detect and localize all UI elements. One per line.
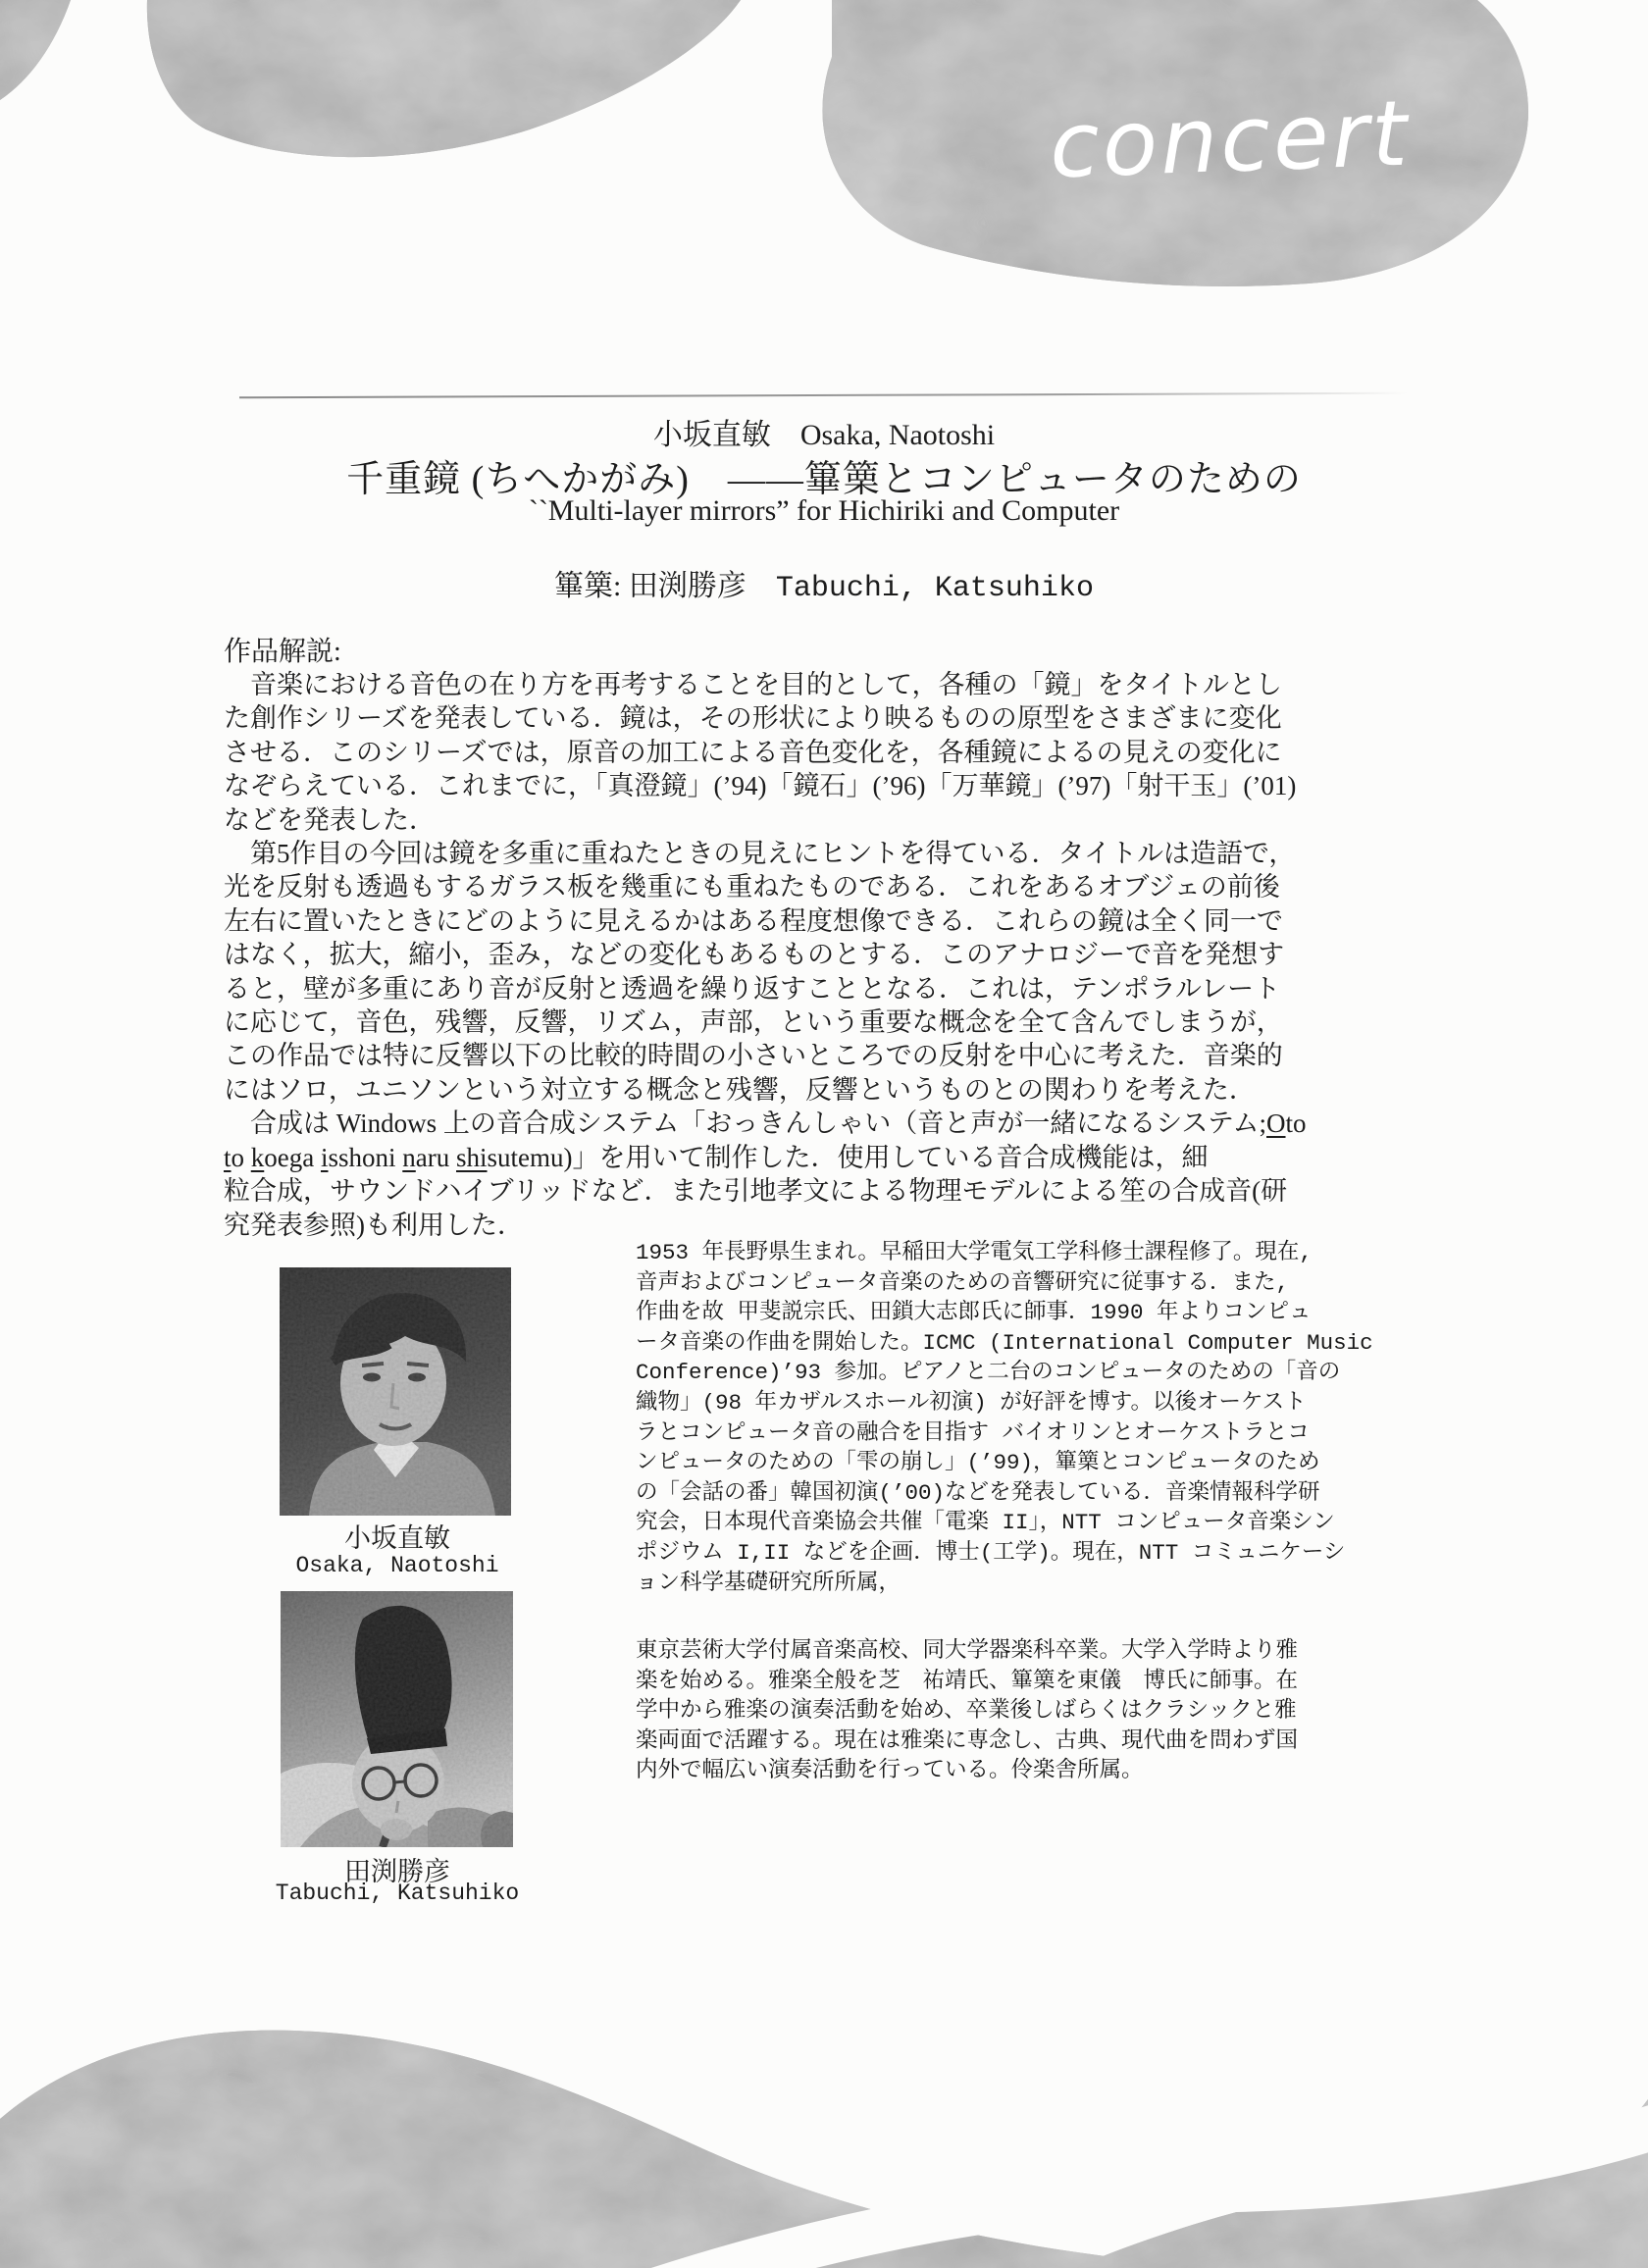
text-line: 作曲を故 甲斐説宗氏、田鎖大志郎氏に師事．1990 年よりコンピュ <box>636 1300 1312 1326</box>
text-line: などを発表した． <box>224 804 436 835</box>
text-line: 左右に置いたときにどのように見えるかはある程度想像できる．これらの鏡は全く同一で <box>224 905 1283 936</box>
text-line: 音楽における音色の在り方を再考することを目的として，各種の「鏡」をタイトルとし <box>224 670 1282 699</box>
text-line: ると，壁が多重にあり音が反射と透過を繰り返すこととなる．これは，テンポラルレート <box>224 973 1281 1004</box>
text-line: 光を反射も透過もするガラス板を幾重にも重ねたものである．これをあるオブジェの前後 <box>224 872 1280 902</box>
biography-osaka <box>636 1238 1373 1598</box>
text-line: た創作シリーズを発表している．鏡は，その形状により映るものの原型をさまざまに変化 <box>224 703 1282 734</box>
composer-title-line: 小坂直敏 Osaka, Naotoshi <box>652 419 996 451</box>
text-line: 織物」(98 年カザルスホール初演) が好評を博す。以後オーケスト <box>636 1389 1307 1416</box>
text-line: 楽両面で活躍する。現在は雅楽に専念し、古典、現代曲を問わず国 <box>636 1727 1299 1754</box>
performer-line <box>211 561 1437 605</box>
text-line: はなく，拡大，縮小，歪み，などの変化もあるものとする．このアナロジーで音を発想す <box>224 940 1285 970</box>
program-notes-text <box>224 668 1307 1242</box>
text-line: この作品では特に反響以下の比較的時間の小さいところでの反射を中心に考えた．音楽的 <box>224 1041 1283 1071</box>
work-title-english: ``Multi-layer mirrors” for Hichiriki and Computer <box>528 494 1120 527</box>
caption-tabuchi-japanese: 田渕勝彦 <box>344 1857 450 1886</box>
text-line: 楽を始める。雅楽全般を芝 祐靖氏、篳篥を東儀 博氏に師事。在 <box>636 1668 1299 1694</box>
scan-edge-line <box>239 392 1409 399</box>
text-line: 究発表参照)も利用した． <box>224 1210 524 1240</box>
text-line: 内外で幅広い演奏活動を行っている。伶楽舎所属。 <box>636 1758 1144 1784</box>
text-line: 粒合成，サウンドハイブリッドなど．また引地孝文による物理モデルによる笙の合成音(研 <box>224 1176 1288 1207</box>
text-line: させる．このシリーズでは，原音の加工による音色変化を，各種鏡によるの見えの変化に <box>224 737 1282 767</box>
text-line: 篳篥: 田渕勝彦 Tabuchi, Katsuhiko <box>554 570 1094 605</box>
text-line: にはソロ，ユニソンという対立する概念と残響，反響というものとの関わりを考えた． <box>224 1074 1256 1105</box>
concert-logo-text: concert <box>1048 80 1413 199</box>
text-line: to koega isshoni naru shisutemu)」を用いて制作した．使用している音合成機能は，細 <box>224 1142 1209 1172</box>
text-line: Conference)’93 参加。ピアノと二台のコンピュータのための「音の <box>636 1360 1341 1386</box>
footer-map-texture <box>0 1915 1648 2268</box>
text-line: ポジウム I,II などを企画．博士(工学)。現在，NTT コミュニケーシ <box>636 1539 1346 1566</box>
text-line: 音声およびコンピュータ音楽のための音響研究に従事する．また, <box>636 1269 1290 1296</box>
text-line: 第5作目の今回は鏡を多重に重ねたときの見えにヒントを得ている．タイトルは造語で， <box>224 839 1296 869</box>
biography-tabuchi <box>636 1636 1298 1786</box>
caption-osaka-romaji: Osaka, Naotoshi <box>295 1553 499 1578</box>
caption-tabuchi-romaji: Tabuchi, Katsuhiko <box>275 1881 520 1906</box>
portrait-photo-osaka <box>280 1267 511 1516</box>
text-line: 合成は Windows 上の音合成システム「おっきんしゃい（音と声が一緒になるシステム;Oto <box>224 1108 1307 1139</box>
text-line: ンピュータのための「雫の崩し」(’99)，篳篥とコンピュータのため <box>636 1450 1320 1476</box>
text-line: 1953 年長野県生まれ。早稲田大学電気工学科修士課程修了。現在, <box>636 1240 1313 1265</box>
text-line: なぞらえている．これまでに，「真澄鏡」(’94)「鏡石」(’96)「万華鏡」(’97)「射干玉」(’01) <box>224 771 1297 801</box>
text-line: ータ音楽の作曲を開始した。ICMC (International Computer Music <box>636 1329 1373 1356</box>
work-title-japanese: 千重鏡 (ちへかがみ) ——篳篥とコンピュータのための <box>346 459 1302 500</box>
text-line: の「会話の番」韓国初演(’00)などを発表している．音楽情報科学研 <box>636 1479 1320 1506</box>
portrait-photo-tabuchi <box>281 1591 513 1847</box>
section-heading-program-notes: 作品解説: <box>224 637 341 667</box>
text-line: 究会，日本現代音楽協会共催「電楽 II」，NTT コンピュータ音楽シン <box>636 1510 1335 1536</box>
text-line: ラとコンピュータ音の融合を目指す バイオリンとオーケストラとコ <box>636 1419 1310 1446</box>
caption-osaka-japanese: 小坂直敏 <box>344 1523 450 1553</box>
text-line: ョン科学基礎研究所所属， <box>636 1570 901 1596</box>
text-line: に応じて，音色，残響，反響，リズム，声部，という重要な概念を全て含んでしまうが， <box>224 1007 1283 1038</box>
text-line: 東京芸術大学付属音楽高校、同大学器楽科卒業。大学入学時より雅 <box>636 1638 1299 1664</box>
text-line: 学中から雅楽の演奏活動を始め、卒業後しばらくはクラシックと雅 <box>636 1698 1297 1725</box>
